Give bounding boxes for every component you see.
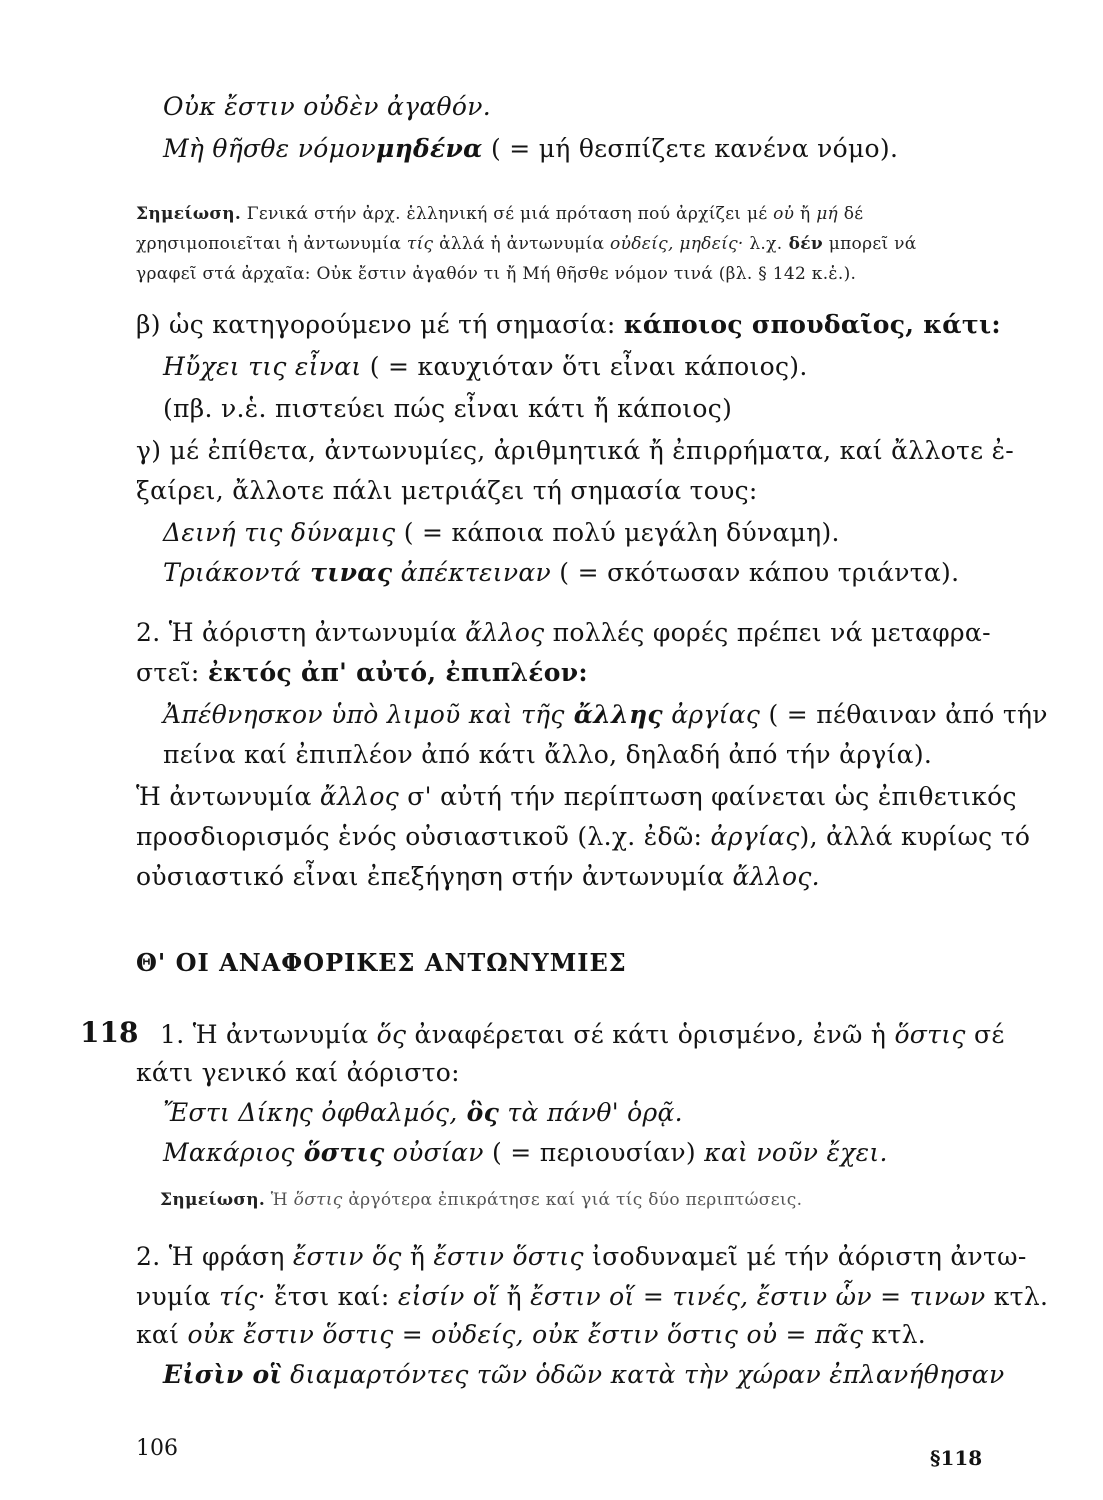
paragraph-line: ξαίρει, ἄλλοτε πάλι μετριάζει τή σημασία τους: bbox=[136, 476, 758, 505]
greek-text-bold: μηδένα bbox=[375, 134, 483, 163]
greek-text: Μὴ θῆσθε νόμον bbox=[163, 134, 376, 163]
example-line: Ηὔχει τις εἶναι ( = καυχιόταν ὅτι εἶναι κάποιος). bbox=[163, 352, 808, 381]
paragraph-line: καί οὐκ ἔστιν ὅστις = οὐδείς, οὐκ ἔστιν ὅστις οὐ = πᾶς κτλ. bbox=[136, 1320, 926, 1349]
note-label: Σημείωση. bbox=[160, 1190, 266, 1210]
example-line: Ἀπέθνησκον ὑπὸ λιμοῦ καὶ τῆς ἄλλης ἀργίας ( = πέθαιναν ἀπό τήν bbox=[163, 700, 1048, 729]
section-number: 118 bbox=[80, 1016, 139, 1049]
example-line: Δεινή τις δύναμις ( = κάποια πολύ μεγάλη δύναμη). bbox=[163, 518, 840, 547]
example-line: Τριάκοντά τινας ἀπέκτειναν ( = σκότωσαν κάπου τριάντα). bbox=[163, 558, 960, 587]
paragraph-line: 2. Ἡ ἀόριστη ἀντωνυμία ἄλλος πολλές φορές πρέπει νά μεταφρα- bbox=[136, 618, 991, 647]
note-line: γραφεῖ στά ἀρχαῖα: Οὐκ ἔστιν ἀγαθόν τι ἤ Μή θῆσθε νόμον τινά (βλ. § 142 κ.ἑ.). bbox=[136, 264, 857, 284]
section-reference: §118 bbox=[930, 1446, 983, 1470]
example-line bbox=[163, 134, 898, 163]
paragraph-line: στεῖ: ἐκτός ἀπ' αὐτό, ἐπιπλέον: bbox=[136, 658, 588, 687]
example-line: Ἔστι Δίκης ὀφθαλμός, ὃς τὰ πάνθ' ὁρᾷ. bbox=[163, 1098, 683, 1127]
page-number: 106 bbox=[136, 1436, 178, 1461]
bold-gloss: κάποιος σπουδαῖος, κάτι: bbox=[623, 310, 1001, 339]
note-label: Σημείωση. bbox=[136, 204, 242, 224]
example-line: Εἰσὶν οἳ διαμαρτόντες τῶν ὁδῶν κατὰ τὴν χώραν ἐπλανήθησαν bbox=[163, 1360, 1005, 1389]
translation: ( = μή θεσπίζετε κανένα νόμο). bbox=[482, 134, 899, 163]
example-line: Οὐκ ἔστιν οὐδὲν ἀγαθόν. bbox=[163, 92, 492, 121]
paragraph-line: γ) μέ ἐπίθετα, ἀντωνυμίες, ἀριθμητικά ἤ ἐπιρρήματα, καί ἄλλοτε ἐ- bbox=[136, 436, 1015, 465]
paragraph-line: β) ὡς κατηγορούμενο μέ τή σημασία: κάποιος σπουδαῖος, κάτι: bbox=[136, 310, 1001, 339]
example-line: πείνα καί ἐπιπλέον ἀπό κάτι ἄλλο, δηλαδή ἀπό τήν ἀργία). bbox=[163, 740, 933, 769]
paragraph-line: 1. Ἡ ἀντωνυμία ὅς ἀναφέρεται σέ κάτι ὁρισμένο, ἐνῶ ἡ ὅστις σέ bbox=[160, 1020, 1005, 1049]
paragraph-line: οὐσιαστικό εἶναι ἐπεξήγηση στήν ἀντωνυμία ἄλλος. bbox=[136, 862, 820, 891]
paragraph-line: 2. Ἡ φράση ἔστιν ὅς ἤ ἔστιν ὅστις ἰσοδυναμεῖ μέ τήν ἀόριστη ἀντω- bbox=[136, 1242, 1027, 1271]
note-line: Σημείωση. Ἡ ὅστις ἀργότερα ἐπικράτησε καί γιά τίς δύο περιπτώσεις. bbox=[160, 1190, 803, 1210]
example-line: Μακάριος ὅστις οὐσίαν ( = περιουσίαν) καὶ νοῦν ἔχει. bbox=[163, 1138, 888, 1167]
paragraph-line: προσδιορισμός ἑνός οὐσιαστικοῦ (λ.χ. ἐδῶ: ἀργίας), ἀλλά κυρίως τό bbox=[136, 822, 1031, 851]
example-line: (πβ. ν.ἑ. πιστεύει πώς εἶναι κάτι ἤ κάποιος) bbox=[163, 394, 733, 423]
paragraph-line: νυμία τίς· ἔτσι καί: εἰσίν οἵ ἤ ἔστιν οἵ = τινές, ἔστιν ὧν = τινων κτλ. bbox=[136, 1282, 1049, 1311]
note-line: χρησιμοποιεῖται ἡ ἀντωνυμία τίς ἀλλά ἡ ἀντωνυμία οὐδείς, μηδείς· λ.χ. δέν μπορεῖ νά bbox=[136, 234, 917, 254]
paragraph-line: κάτι γενικό καί ἀόριστο: bbox=[136, 1058, 460, 1087]
paragraph-line: Ἡ ἀντωνυμία ἄλλος σ' αὐτή τήν περίπτωση φαίνεται ὡς ἐπιθετικός bbox=[136, 782, 1017, 811]
section-heading: Θ' ΟΙ ΑΝΑΦΟΡΙΚΕΣ ΑΝΤΩΝΥΜΙΕΣ bbox=[136, 948, 627, 977]
note-line: Σημείωση. Γενικά στήν ἀρχ. ἑλληνική σέ μιά πρόταση πού ἀρχίζει μέ οὐ ἤ μή δέ bbox=[136, 204, 864, 224]
